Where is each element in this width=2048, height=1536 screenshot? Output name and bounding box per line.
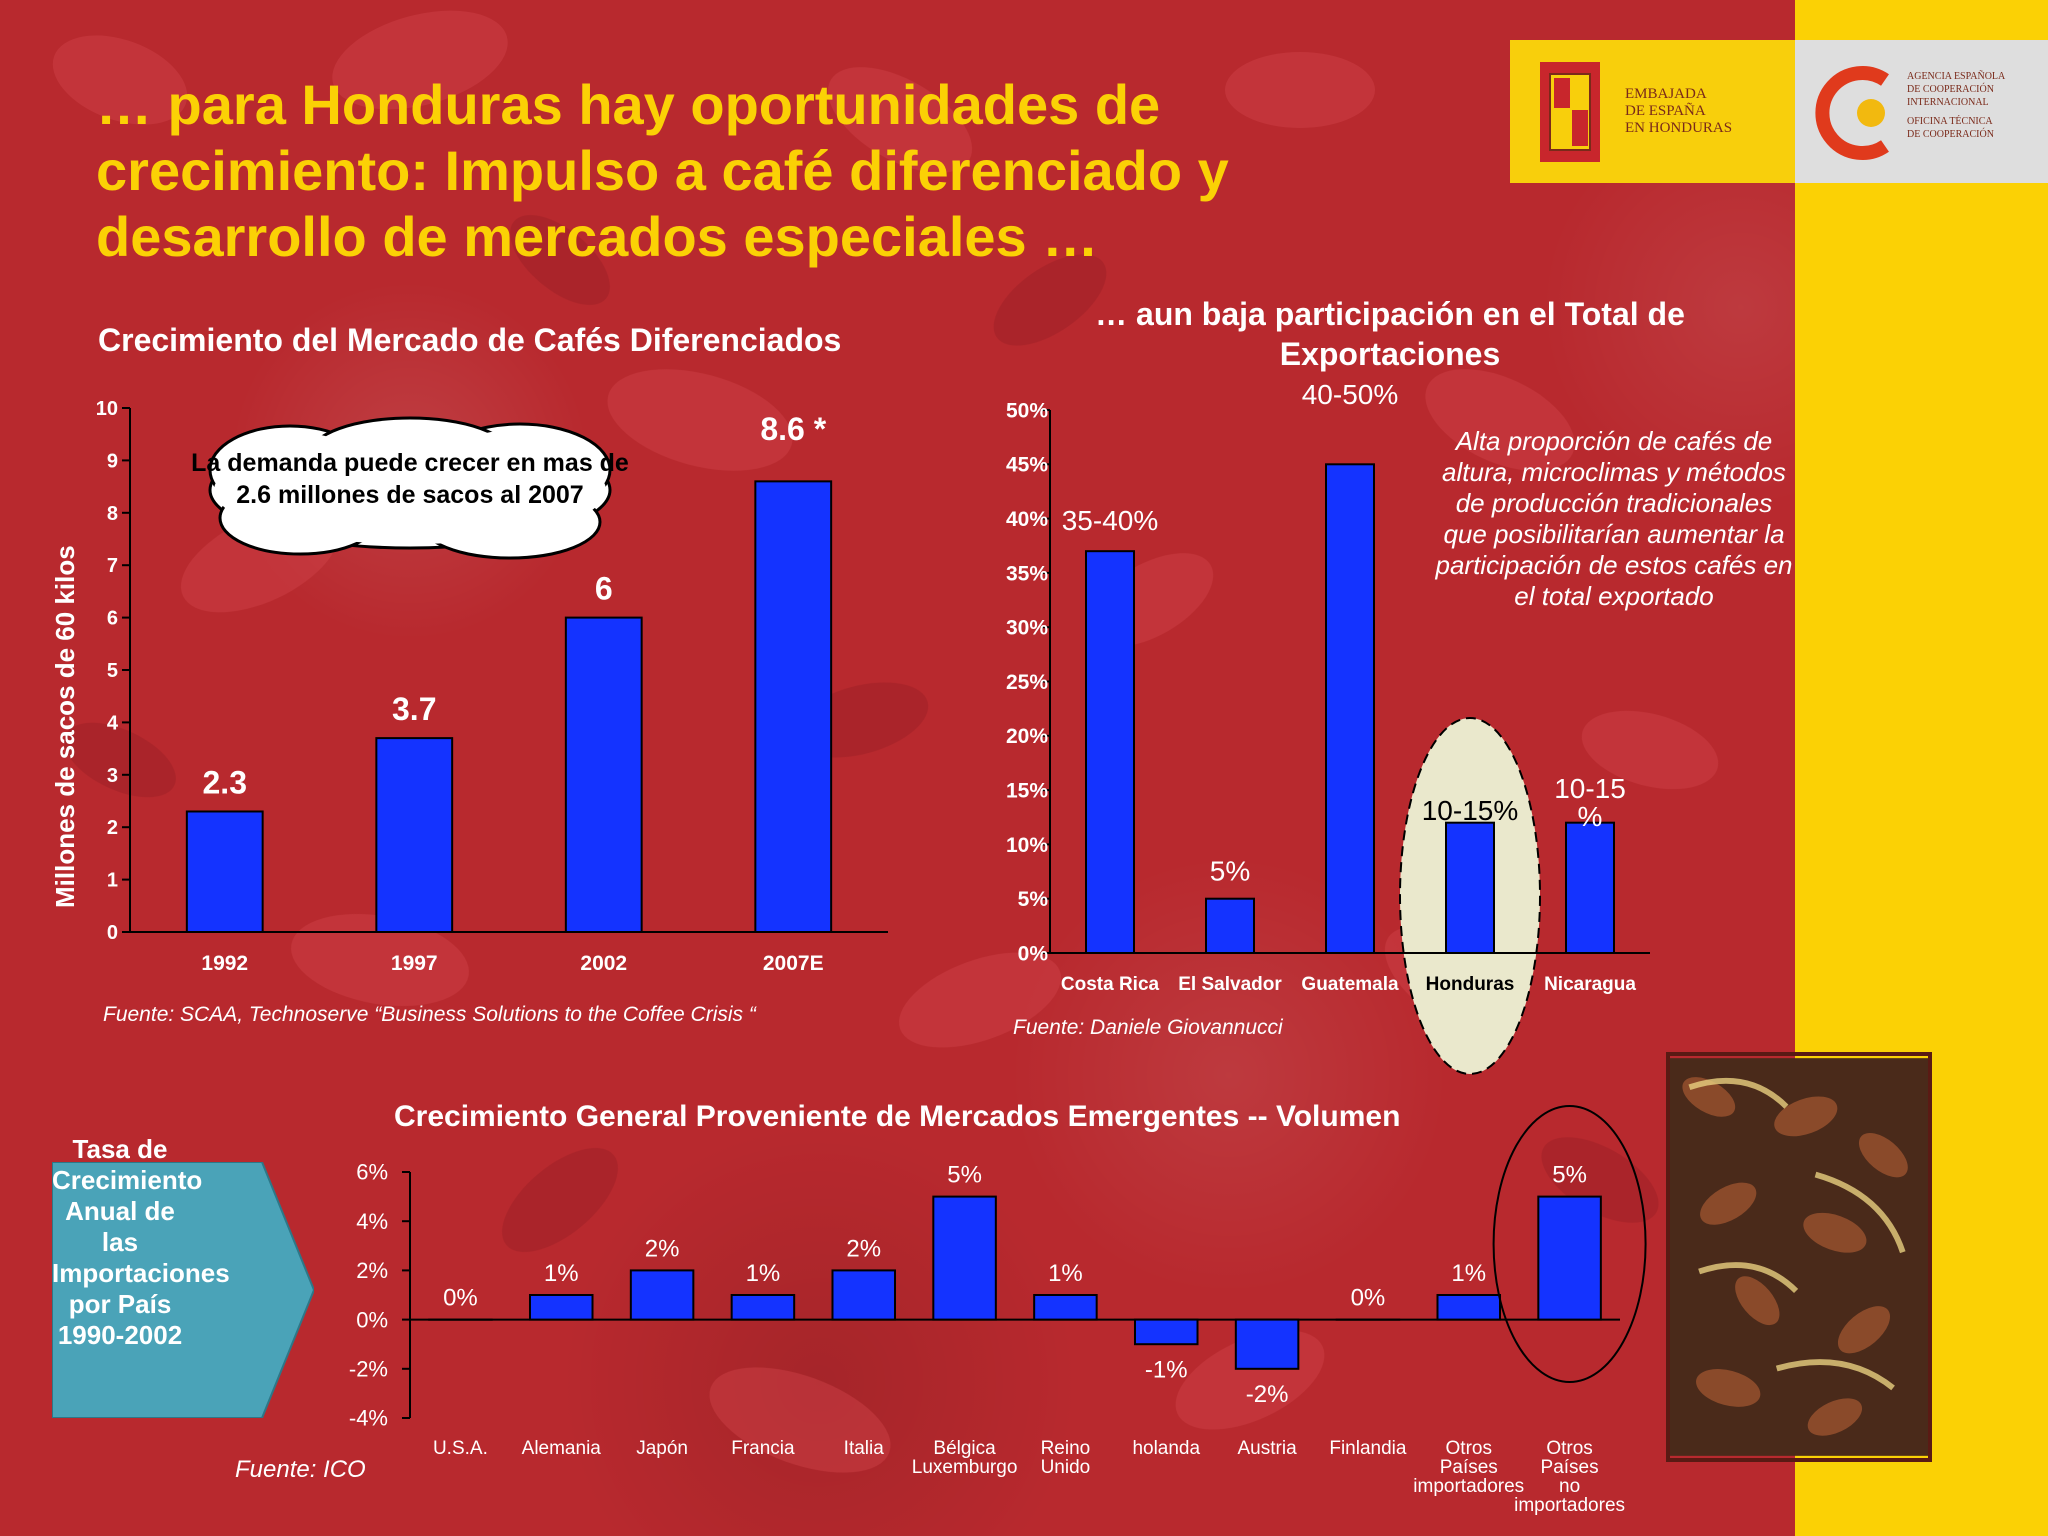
y-tick-label: 5 <box>106 660 118 682</box>
aecid-line-1: AGENCIA ESPAÑOLA <box>1907 71 2006 82</box>
page-title: … para Honduras hay oportunidades de crecimiento: Impulso a café diferenciado y desarrollo de mercados especiales … <box>96 73 1229 268</box>
y-tick-label: 9 <box>106 450 118 473</box>
category-label: 1997 <box>390 952 438 975</box>
category-label: Austria <box>1237 1438 1297 1459</box>
data-label: 0% <box>1350 1284 1386 1312</box>
chart2-title: … aun baja participación en el Total de Exportaciones <box>1095 296 1685 372</box>
aecid-line-4: OFICINA TÉCNICA <box>1907 116 1993 127</box>
category-label: Costa Rica <box>1060 974 1160 995</box>
aecid-line-2: DE COOPERACIÓN <box>1907 84 1994 95</box>
y-tick-label: -4% <box>348 1405 388 1431</box>
category-label: Japón <box>636 1438 688 1459</box>
chart3-title: Crecimiento General Proveniente de Mercados Emergentes -- Volumen <box>394 1100 1401 1133</box>
category-label: Otros Países importadores <box>1413 1438 1525 1497</box>
callout-text: La demanda puede crecer en mas de 2.6 millones de sacos al 2007 <box>191 449 629 509</box>
y-tick-label: 4 <box>106 712 118 735</box>
y-tick-label: 7 <box>106 555 118 578</box>
bar <box>832 1270 895 1319</box>
bar <box>530 1295 593 1320</box>
data-label: 5% <box>1209 855 1251 887</box>
category-label: 2007E <box>762 952 824 975</box>
bar <box>933 1197 996 1320</box>
y-tick-label: 0% <box>356 1307 388 1333</box>
y-tick-label: 20% <box>1005 725 1048 749</box>
bar <box>1437 1295 1500 1320</box>
y-tick-label: 2% <box>356 1258 388 1284</box>
chart2-source: Fuente: Daniele Giovannucci <box>1013 1016 1283 1039</box>
bar <box>1135 1320 1198 1345</box>
coffee-beans-photo <box>1666 1052 1932 1462</box>
category-label: Finlandia <box>1329 1438 1407 1459</box>
chart3-source: Fuente: ICO <box>235 1456 366 1483</box>
data-label: -1% <box>1144 1356 1188 1384</box>
aecid-line-5: DE COOPERACIÓN <box>1907 129 1994 140</box>
y-tick-label: 8 <box>106 502 118 525</box>
category-label: Francia <box>731 1438 795 1459</box>
data-label: 0% <box>443 1284 478 1312</box>
category-label: Italia <box>843 1438 884 1459</box>
bar <box>1538 1197 1601 1320</box>
y-tick-label: 50% <box>1005 399 1048 423</box>
data-label: 2.3 <box>202 764 247 801</box>
category-label: 2002 <box>580 952 628 975</box>
data-label: 40-50% <box>1301 379 1399 410</box>
bar <box>732 1295 795 1320</box>
data-label: 6 <box>594 570 613 607</box>
chart1-title: Crecimiento del Mercado de Cafés Diferenciados <box>98 322 842 358</box>
category-label: 1992 <box>201 952 249 975</box>
data-label: 3.7 <box>392 691 437 728</box>
data-label: 1% <box>1451 1260 1487 1287</box>
data-label: 2% <box>846 1235 882 1263</box>
data-label: 1% <box>1048 1260 1083 1287</box>
chart2-note: Alta proporción de cafés de altura, microclimas y métodos de producción tradicionales que posibilitarían aumentar la participación de estos cafés en el total exportado <box>1435 426 1793 611</box>
y-tick-label: 3 <box>106 764 118 787</box>
y-tick-label: 6 <box>106 607 118 630</box>
y-tick-label: 35% <box>1005 562 1048 586</box>
y-tick-label: 0 <box>106 922 118 944</box>
y-tick-label: 5% <box>1017 888 1048 912</box>
data-label: 10-15 % <box>1554 773 1626 832</box>
data-label: 35-40% <box>1061 505 1159 536</box>
y-tick-label: 10 <box>95 398 118 420</box>
y-tick-label: 6% <box>356 1159 388 1185</box>
category-label: Alemania <box>521 1438 601 1459</box>
category-label: Reino Unido <box>1040 1438 1091 1478</box>
y-tick-label: 15% <box>1005 779 1048 803</box>
chart1-source: Fuente: SCAA, Technoserve “Business Solutions to the Coffee Crisis “ <box>103 1003 756 1026</box>
y-tick-label: 45% <box>1005 453 1048 477</box>
category-label: Nicaragua <box>1544 974 1636 995</box>
data-label: 2% <box>644 1235 680 1263</box>
data-label: 10-15% <box>1421 795 1519 826</box>
category-label: Guatemala <box>1301 974 1399 995</box>
category-label: U.S.A. <box>432 1438 488 1459</box>
y-tick-label: 4% <box>356 1208 388 1234</box>
data-label: 1% <box>745 1260 781 1287</box>
data-label: 1% <box>543 1260 579 1287</box>
aecid-line-3: INTERNACIONAL <box>1907 97 1989 108</box>
data-label: 5% <box>947 1161 982 1189</box>
category-label: Honduras <box>1425 974 1515 995</box>
embajada-line-1: EMBAJADA <box>1625 86 1707 102</box>
bar <box>1236 1320 1299 1369</box>
data-label: -2% <box>1245 1381 1289 1408</box>
bar <box>1034 1295 1097 1320</box>
y-tick-label: 30% <box>1005 616 1048 640</box>
y-tick-label: 0% <box>1017 942 1048 966</box>
category-label: Otros Países no importadores <box>1514 1438 1626 1516</box>
y-tick-label: 10% <box>1005 833 1048 857</box>
data-label: 8.6 * <box>760 411 827 447</box>
y-tick-label: 40% <box>1005 507 1048 531</box>
bar <box>631 1270 694 1319</box>
y-tick-label: -2% <box>348 1356 388 1382</box>
embajada-line-2: DE ESPAÑA <box>1625 103 1706 119</box>
category-label: Bélgica Luxemburgo <box>911 1438 1018 1478</box>
y-tick-label: 25% <box>1005 670 1048 694</box>
y-tick-label: 1 <box>106 869 118 892</box>
category-label: holanda <box>1132 1438 1201 1459</box>
data-label: 5% <box>1552 1161 1587 1189</box>
y-tick-label: 2 <box>106 817 118 840</box>
category-label: El Salvador <box>1178 974 1282 995</box>
side-label-text: Tasa de Crecimiento Anual de las Importaciones por País 1990-2002 <box>52 1134 230 1350</box>
chart1-y-axis-title: Millones de sacos de 60 kilos <box>50 545 80 908</box>
embajada-line-3: EN HONDURAS <box>1625 120 1733 136</box>
